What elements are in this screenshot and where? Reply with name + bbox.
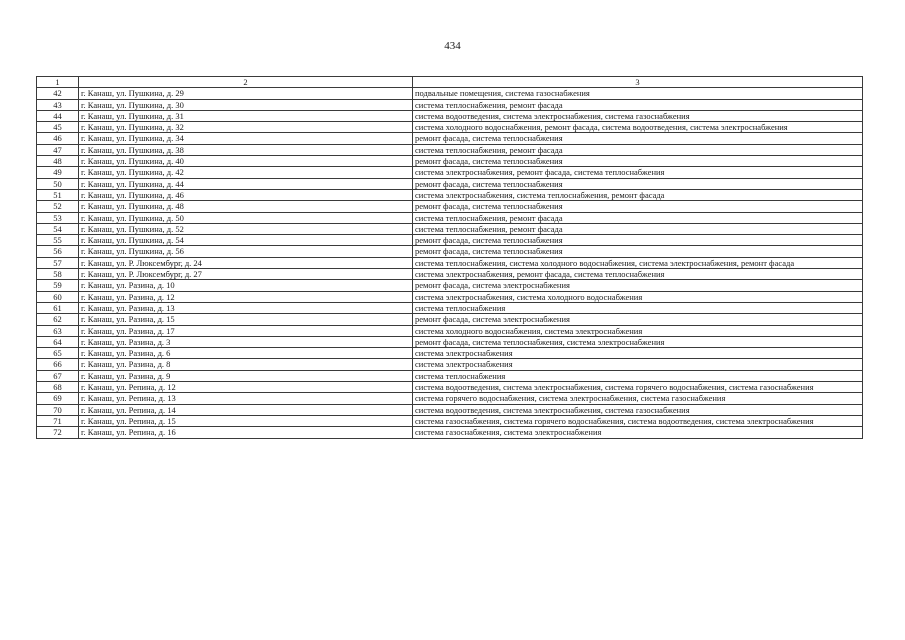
address-cell: г. Канаш, ул. Пушкина, д. 54	[79, 235, 413, 246]
table-row	[37, 212, 863, 223]
column-header-works: 3	[413, 77, 863, 88]
address-cell: г. Канаш, ул. Пушкина, д. 56	[79, 246, 413, 257]
address-cell: г. Канаш, ул. Пушкина, д. 46	[79, 189, 413, 200]
row-number-cell: 46	[37, 133, 79, 144]
works-cell: система горячего водоснабжения, система электроснабжения, система газоснабжения	[413, 393, 863, 404]
works-cell: ремонт фасада, система теплоснабжения	[413, 133, 863, 144]
row-number-cell: 59	[37, 280, 79, 291]
row-number-cell: 45	[37, 122, 79, 133]
table-row	[37, 156, 863, 167]
row-number-cell: 52	[37, 201, 79, 212]
row-number-cell: 42	[37, 88, 79, 99]
address-cell: г. Канаш, ул. Пушкина, д. 31	[79, 110, 413, 121]
works-cell: система холодного водоснабжения, ремонт фасада, система водоотведения, система электроснабжения	[413, 122, 863, 133]
address-cell: г. Канаш, ул. Разина, д. 17	[79, 325, 413, 336]
row-number-cell: 53	[37, 212, 79, 223]
works-cell: система теплоснабжения, ремонт фасада	[413, 212, 863, 223]
address-cell: г. Канаш, ул. Репина, д. 16	[79, 427, 413, 438]
table-row	[37, 189, 863, 200]
row-number-cell: 49	[37, 167, 79, 178]
works-cell: ремонт фасада, система теплоснабжения	[413, 156, 863, 167]
row-number-cell: 68	[37, 382, 79, 393]
works-cell: система электроснабжения, система холодного водоснабжения	[413, 291, 863, 302]
address-cell: г. Канаш, ул. Разина, д. 13	[79, 302, 413, 313]
works-cell: система холодного водоснабжения, система электроснабжения	[413, 325, 863, 336]
row-number-cell: 64	[37, 336, 79, 347]
works-cell: ремонт фасада, система электроснабжения	[413, 314, 863, 325]
row-number-cell: 71	[37, 415, 79, 426]
table-row	[37, 359, 863, 370]
works-cell: система электроснабжения	[413, 348, 863, 359]
address-cell: г. Канаш, ул. Репина, д. 15	[79, 415, 413, 426]
table-row	[37, 269, 863, 280]
row-number-cell: 43	[37, 99, 79, 110]
table-row	[37, 110, 863, 121]
row-number-cell: 65	[37, 348, 79, 359]
address-cell: г. Канаш, ул. Пушкина, д. 38	[79, 144, 413, 155]
works-cell: система водоотведения, система электроснабжения, система горячего водоснабжения, система газоснабжения	[413, 382, 863, 393]
works-cell: система электроснабжения, система теплоснабжения, ремонт фасада	[413, 189, 863, 200]
row-number-cell: 54	[37, 223, 79, 234]
address-cell: г. Канаш, ул. Пушкина, д. 30	[79, 99, 413, 110]
table-row	[37, 178, 863, 189]
works-cell: система водоотведения, система электроснабжения, система газоснабжения	[413, 110, 863, 121]
registry-table	[36, 76, 863, 439]
table-row	[37, 404, 863, 415]
table-row	[37, 235, 863, 246]
row-number-cell: 55	[37, 235, 79, 246]
address-cell: г. Канаш, ул. Разина, д. 8	[79, 359, 413, 370]
works-cell: ремонт фасада, система теплоснабжения	[413, 235, 863, 246]
works-cell: система электроснабжения, ремонт фасада, система теплоснабжения	[413, 269, 863, 280]
row-number-cell: 72	[37, 427, 79, 438]
address-cell: г. Канаш, ул. Разина, д. 12	[79, 291, 413, 302]
table-row	[37, 122, 863, 133]
works-cell: система газоснабжения, система горячего водоснабжения, система водоотведения, система электроснабжения	[413, 415, 863, 426]
table-row	[37, 336, 863, 347]
works-cell: система теплоснабжения	[413, 302, 863, 313]
table-row	[37, 99, 863, 110]
address-cell: г. Канаш, ул. Р. Люксембург, д. 24	[79, 257, 413, 268]
works-cell: система водоотведения, система электроснабжения, система газоснабжения	[413, 404, 863, 415]
works-cell: подвальные помещения, система газоснабжения	[413, 88, 863, 99]
row-number-cell: 51	[37, 189, 79, 200]
row-number-cell: 69	[37, 393, 79, 404]
address-cell: г. Канаш, ул. Разина, д. 10	[79, 280, 413, 291]
table-row	[37, 382, 863, 393]
row-number-cell: 61	[37, 302, 79, 313]
row-number-cell: 66	[37, 359, 79, 370]
address-cell: г. Канаш, ул. Разина, д. 9	[79, 370, 413, 381]
page-number: 434	[444, 40, 461, 52]
works-cell: система теплоснабжения	[413, 370, 863, 381]
works-cell: ремонт фасада, система теплоснабжения	[413, 246, 863, 257]
works-cell: ремонт фасада, система электроснабжения	[413, 280, 863, 291]
works-cell: система теплоснабжения, ремонт фасада	[413, 144, 863, 155]
table-row	[37, 88, 863, 99]
table-row	[37, 393, 863, 404]
address-cell: г. Канаш, ул. Пушкина, д. 40	[79, 156, 413, 167]
table-row	[37, 167, 863, 178]
row-number-cell: 63	[37, 325, 79, 336]
table-row	[37, 415, 863, 426]
row-number-cell: 48	[37, 156, 79, 167]
row-number-cell: 44	[37, 110, 79, 121]
row-number-cell: 47	[37, 144, 79, 155]
address-cell: г. Канаш, ул. Пушкина, д. 44	[79, 178, 413, 189]
address-cell: г. Канаш, ул. Репина, д. 13	[79, 393, 413, 404]
address-cell: г. Канаш, ул. Пушкина, д. 32	[79, 122, 413, 133]
works-cell: система электроснабжения	[413, 359, 863, 370]
table-row	[37, 246, 863, 257]
address-cell: г. Канаш, ул. Репина, д. 12	[79, 382, 413, 393]
row-number-cell: 60	[37, 291, 79, 302]
table-row	[37, 325, 863, 336]
address-cell: г. Канаш, ул. Пушкина, д. 50	[79, 212, 413, 223]
row-number-cell: 57	[37, 257, 79, 268]
works-cell: система теплоснабжения, система холодного водоснабжения, система электроснабжения, ремонт фасада	[413, 257, 863, 268]
address-cell: г. Канаш, ул. Пушкина, д. 42	[79, 167, 413, 178]
row-number-cell: 70	[37, 404, 79, 415]
column-header-number: 1	[37, 77, 79, 88]
works-cell: система газоснабжения, система электроснабжения	[413, 427, 863, 438]
address-cell: г. Канаш, ул. Пушкина, д. 48	[79, 201, 413, 212]
table-row	[37, 348, 863, 359]
address-cell: г. Канаш, ул. Пушкина, д. 29	[79, 88, 413, 99]
address-cell: г. Канаш, ул. Р. Люксембург, д. 27	[79, 269, 413, 280]
address-cell: г. Канаш, ул. Репина, д. 14	[79, 404, 413, 415]
table-row	[37, 370, 863, 381]
works-cell: система теплоснабжения, ремонт фасада	[413, 223, 863, 234]
table-row	[37, 223, 863, 234]
table-row	[37, 144, 863, 155]
address-cell: г. Канаш, ул. Разина, д. 3	[79, 336, 413, 347]
table-row	[37, 314, 863, 325]
table-row	[37, 201, 863, 212]
works-cell: система электроснабжения, ремонт фасада, система теплоснабжения	[413, 167, 863, 178]
row-number-cell: 58	[37, 269, 79, 280]
table-row	[37, 133, 863, 144]
address-cell: г. Канаш, ул. Пушкина, д. 52	[79, 223, 413, 234]
table-row	[37, 302, 863, 313]
table-row	[37, 257, 863, 268]
row-number-cell: 62	[37, 314, 79, 325]
table-row	[37, 280, 863, 291]
works-cell: ремонт фасада, система теплоснабжения	[413, 178, 863, 189]
works-cell: ремонт фасада, система теплоснабжения	[413, 201, 863, 212]
column-header-address: 2	[79, 77, 413, 88]
row-number-cell: 56	[37, 246, 79, 257]
address-cell: г. Канаш, ул. Разина, д. 15	[79, 314, 413, 325]
table-row	[37, 291, 863, 302]
row-number-cell: 67	[37, 370, 79, 381]
works-cell: система теплоснабжения, ремонт фасада	[413, 99, 863, 110]
table-row	[37, 427, 863, 438]
table-header-row	[37, 77, 863, 88]
address-cell: г. Канаш, ул. Разина, д. 6	[79, 348, 413, 359]
address-cell: г. Канаш, ул. Пушкина, д. 34	[79, 133, 413, 144]
works-cell: ремонт фасада, система теплоснабжения, система электроснабжения	[413, 336, 863, 347]
row-number-cell: 50	[37, 178, 79, 189]
